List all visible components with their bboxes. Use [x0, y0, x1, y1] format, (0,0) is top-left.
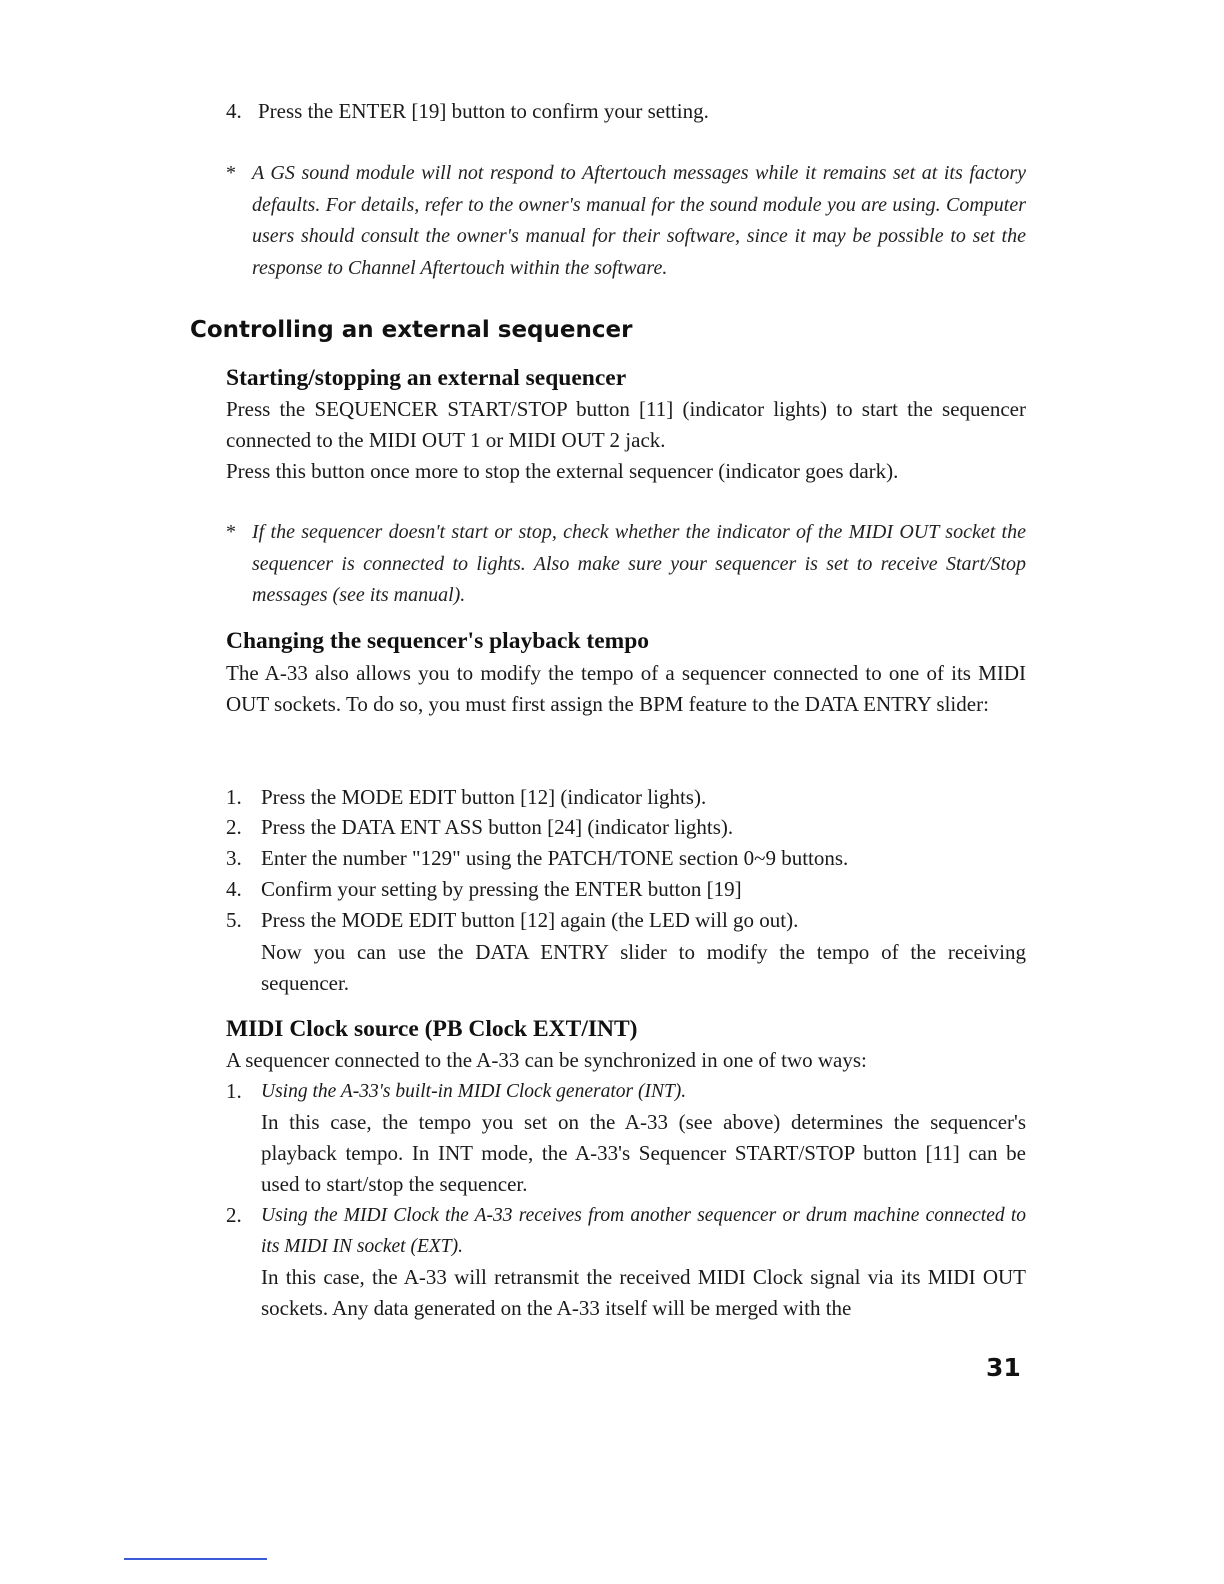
list-number: 1.	[226, 785, 242, 809]
list-number: 1.	[226, 1079, 242, 1103]
list-text: Press the MODE EDIT button [12] (indicator lights).	[261, 785, 707, 809]
heading-tempo: Changing the sequencer's playback tempo	[226, 628, 650, 654]
tempo-step-4	[226, 874, 1026, 905]
asterisk-marker: *	[226, 521, 236, 543]
heading-midi-clock: MIDI Clock source (PB Clock EXT/INT)	[226, 1016, 638, 1042]
list-number: 2.	[226, 815, 242, 839]
footer-rule	[124, 1558, 267, 1560]
note-aftertouch	[226, 158, 1026, 284]
asterisk-marker: *	[226, 162, 236, 184]
list-text: Now you can use the DATA ENTRY slider to modify the tempo of the receiving sequencer.	[261, 940, 1026, 995]
tempo-step-5	[226, 905, 1026, 936]
paragraph-start-stop-2: Press this button once more to stop the external sequencer (indicator goes dark).	[226, 459, 899, 483]
clock-option-2	[226, 1200, 1026, 1324]
list-text: Enter the number "129" using the PATCH/TONE section 0~9 buttons.	[261, 846, 849, 870]
option-title: Using the A-33's built-in MIDI Clock generator (INT).	[261, 1081, 687, 1102]
list-number: 4.	[226, 99, 242, 123]
tempo-step-3	[226, 843, 1026, 874]
tempo-step-1	[226, 782, 1026, 813]
paragraph-tempo-intro: The A-33 also allows you to modify the tempo of a sequencer connected to one of its MIDI OUT sockets. To do so, you must first assign the BPM feature to the DATA ENTRY slider:	[226, 661, 1026, 716]
list-number: 2.	[226, 1203, 242, 1227]
section-title: Controlling an external sequencer	[190, 317, 633, 343]
list-number: 4.	[226, 877, 242, 901]
paragraph-start-stop-1: Press the SEQUENCER START/STOP button [11] (indicator lights) to start the sequencer connected to the MIDI OUT 1 or MIDI OUT 2 jack.	[226, 397, 1026, 452]
note-text: If the sequencer doesn't start or stop, check whether the indicator of the MIDI OUT socket the sequencer is connected to lights. Also make sure your sequencer is set to receive Start/Stop messages (see its manual).	[252, 521, 1026, 606]
note-text: A GS sound module will not respond to Aftertouch messages while it remains set at its factory defaults. For details, refer to the owner's manual for the sound module you are using. Computer users should consult the owner's manual for their software, since it may be possible to set the response to Channel Aftertouch within the software.	[252, 162, 1026, 279]
clock-option-1	[226, 1076, 1026, 1200]
note-sequencer-start	[226, 517, 1026, 612]
tempo-step-2	[226, 812, 1026, 843]
option-title: Using the MIDI Clock the A-33 receives from another sequencer or drum machine connected to its MIDI IN socket (EXT).	[261, 1205, 1026, 1257]
list-text: Press the DATA ENT ASS button [24] (indicator lights).	[261, 815, 734, 839]
list-text: Press the MODE EDIT button [12] again (the LED will go out).	[261, 908, 799, 932]
page-number: 31	[986, 1353, 1021, 1382]
list-number: 5.	[226, 908, 242, 932]
option-body: In this case, the A-33 will retransmit the received MIDI Clock signal via its MIDI OUT sockets. Any data generated on the A-33 itself will be merged with the	[261, 1265, 1026, 1320]
list-text: Press the ENTER [19] button to confirm your setting.	[258, 99, 709, 123]
paragraph-clock-intro: A sequencer connected to the A-33 can be synchronized in one of two ways:	[226, 1048, 867, 1072]
list-number: 3.	[226, 846, 242, 870]
list-text: Confirm your setting by pressing the ENTER button [19]	[261, 877, 742, 901]
step-4-confirm	[226, 96, 1026, 127]
heading-start-stop: Starting/stopping an external sequencer	[226, 365, 627, 391]
option-body: In this case, the tempo you set on the A-33 (see above) determines the sequencer's playback tempo. In INT mode, the A-33's Sequencer START/STOP button [11] can be used to start/stop the sequencer.	[261, 1110, 1026, 1196]
tempo-after-note	[226, 937, 1026, 999]
